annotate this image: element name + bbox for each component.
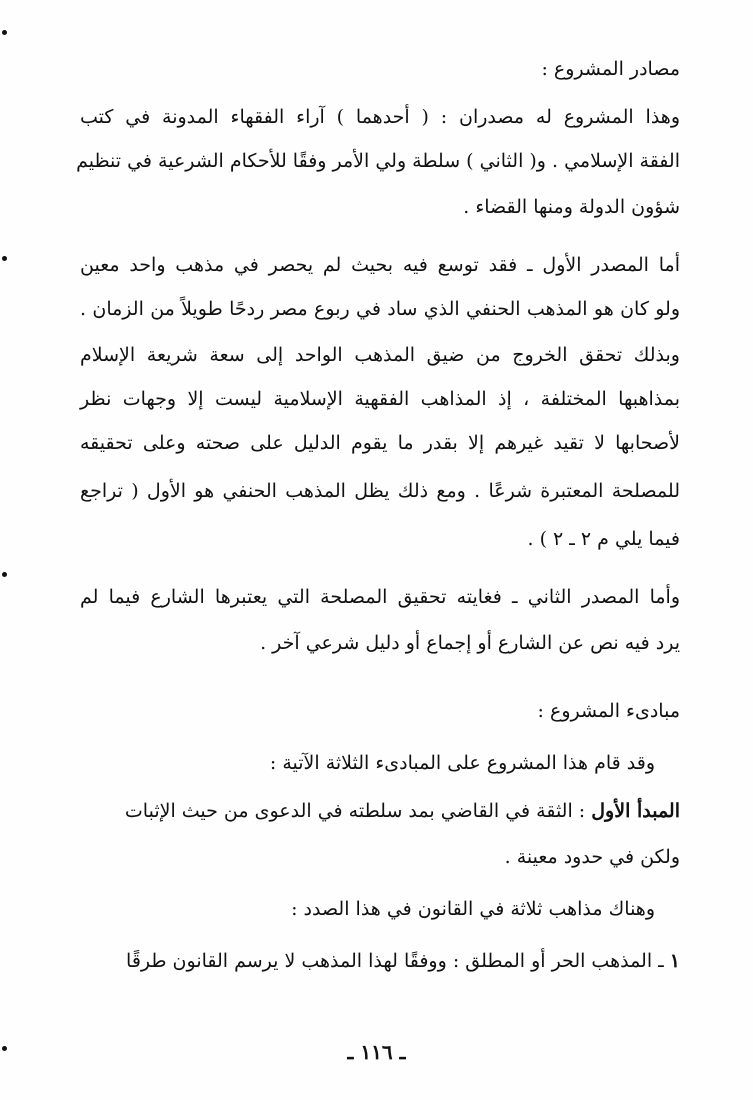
principle-text: : الثقة في القاضي بمد سلطته في الدعوى من حيث الإثبات	[124, 800, 586, 822]
paragraph: يرد فيه نص عن الشارع أو إجماع أو دليل شرعي آخر .	[260, 632, 680, 654]
section-heading: مصادر المشروع :	[541, 58, 680, 80]
paragraph: وأما المصدر الثاني ـ فغايته تحقيق المصلحة التي يعتبرها الشارع فيما لم	[80, 586, 680, 608]
section-heading: مبادىء المشروع :	[537, 700, 680, 722]
paragraph: فيما يلي م ٢ ـ ٢ ) .	[527, 528, 680, 550]
paragraph: وبذلك تحقق الخروج من ضيق المذهب الواحد إلى سعة شريعة الإسلام	[80, 344, 680, 366]
paragraph: الفقة الإسلامي . و( الثاني ) سلطة ولي الأمر وفقًا للأحكام الشرعية في تنظيم	[76, 150, 680, 172]
margin-dot	[2, 572, 7, 577]
list-text: ـ المذهب الحر أو المطلق : ووفقًا لهذا المذهب لا يرسم القانون طرقًا	[126, 950, 664, 972]
paragraph: وهذا المشروع له مصدران : ( أحدهما ) آراء الفقهاء المدونة في كتب	[80, 106, 680, 128]
paragraph: للمصلحة المعتبرة شرعًا . ومع ذلك يظل المذهب الحنفي هو الأول ( تراجع	[80, 480, 680, 502]
list-number: ١	[669, 950, 680, 972]
paragraph: أما المصدر الأول ـ فقد توسع فيه بحيث لم يحصر في مذهب واحد معين	[80, 254, 680, 276]
paragraph: وهناك مذاهب ثلاثة في القانون في هذا الصدد :	[291, 898, 655, 920]
margin-dot	[2, 30, 7, 35]
paragraph: وقد قام هذا المشروع على المبادىء الثلاثة الآتية :	[269, 752, 655, 774]
paragraph: ولو كان هو المذهب الحنفي الذي ساد في ربوع مصر ردحًا طويلاً من الزمان .	[80, 298, 680, 320]
principle-continuation: ولكن في حدود معينة .	[504, 846, 680, 868]
principle-line	[125, 800, 680, 822]
paragraph: شؤون الدولة ومنها القضاء .	[463, 196, 680, 218]
paragraph: لأصحابها لا تقيد غيرهم إلا بقدر ما يقوم الدليل على صحته وعلى تحقيقه	[80, 432, 680, 454]
page-number: ـ ١١٦ ـ	[347, 1040, 406, 1064]
paragraph: بمذاهبها المختلفة ، إذ المذاهب الفقهية الإسلامية ليست إلا وجهات نظر	[80, 388, 680, 410]
list-item	[126, 950, 680, 972]
principle-label: المبدأ الأول	[591, 800, 680, 822]
margin-dot	[2, 256, 7, 261]
